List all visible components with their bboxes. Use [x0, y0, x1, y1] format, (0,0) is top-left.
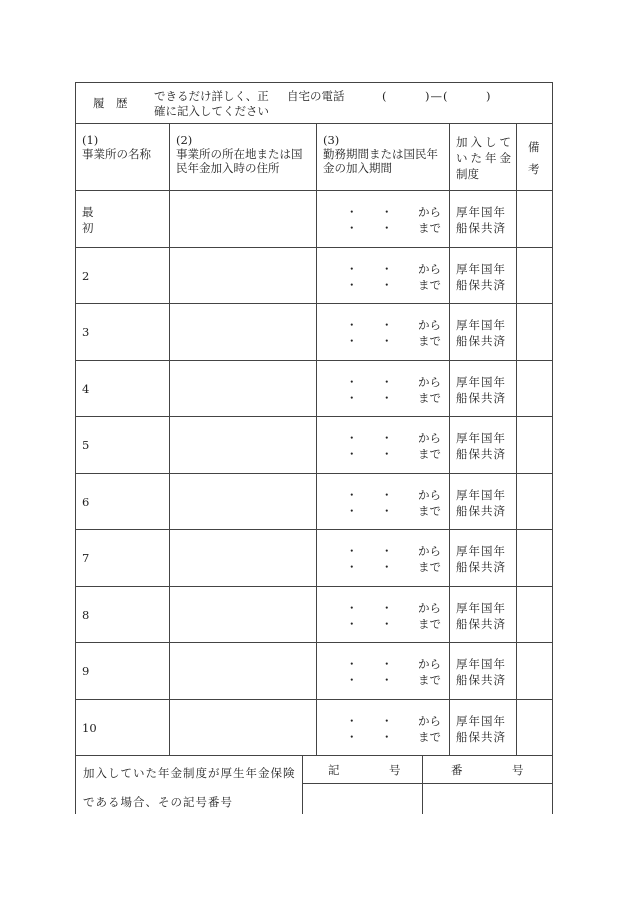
system-options[interactable]: 船保共済 [456, 221, 506, 235]
system-options[interactable]: 厚年国年 [456, 374, 506, 389]
date-dot: ・ [346, 657, 358, 671]
system-options[interactable]: 船保共済 [456, 673, 506, 687]
address-cell[interactable] [170, 474, 315, 529]
system-options[interactable]: 船保共済 [456, 390, 506, 405]
period-to: まで [418, 729, 441, 744]
period-to: まで [418, 560, 441, 574]
date-dot: ・ [381, 729, 393, 744]
border [552, 82, 553, 814]
date-dot: ・ [381, 334, 393, 348]
border [75, 123, 553, 124]
date-dot: ・ [381, 673, 393, 687]
date-dot: ・ [381, 221, 393, 235]
period-to: まで [418, 616, 441, 631]
date-dot: ・ [346, 673, 358, 687]
col-header-period: 金の加入期間 [323, 161, 392, 175]
address-cell[interactable] [170, 530, 315, 585]
system-options[interactable]: 厚年国年 [456, 600, 506, 615]
date-dot: ・ [346, 334, 358, 348]
date-dot: ・ [346, 616, 358, 631]
row-label: 8 [82, 607, 90, 622]
date-dot: ・ [381, 544, 393, 558]
date-dot: ・ [381, 616, 393, 631]
symbol-header: 記 [328, 763, 340, 777]
col-num: (2) [176, 133, 193, 147]
system-options[interactable]: 船保共済 [456, 503, 506, 518]
period-from: から [418, 261, 441, 276]
instruction: できるだけ詳しく、正 [154, 89, 269, 103]
footer-question: である場合、その記号番号 [83, 795, 233, 809]
system-options[interactable]: 厚年国年 [456, 713, 506, 728]
date-dot: ・ [346, 560, 358, 574]
period-from: から [418, 374, 441, 389]
system-options[interactable]: 船保共済 [456, 616, 506, 631]
address-cell[interactable] [170, 248, 315, 303]
date-dot: ・ [381, 503, 393, 518]
border [449, 123, 450, 755]
date-dot: ・ [381, 713, 393, 728]
date-dot: ・ [346, 600, 358, 615]
address-cell[interactable] [170, 417, 315, 472]
period-from: から [418, 205, 441, 219]
date-dot: ・ [346, 487, 358, 502]
row-label: 4 [82, 381, 90, 396]
system-options[interactable]: 厚年国年 [456, 544, 506, 558]
border [75, 755, 553, 756]
system-options[interactable]: 船保共済 [456, 277, 506, 292]
date-dot: ・ [346, 713, 358, 728]
border [75, 82, 553, 83]
date-dot: ・ [346, 390, 358, 405]
system-options[interactable]: 厚年国年 [456, 261, 506, 276]
symbol-input[interactable] [303, 784, 422, 814]
period-from: から [418, 318, 441, 332]
border [316, 123, 317, 755]
row-label: 10 [82, 720, 97, 735]
date-dot: ・ [346, 261, 358, 276]
system-options[interactable]: 厚年国年 [456, 205, 506, 219]
col-header-period: 勤務期間または国民年 [323, 147, 438, 161]
date-dot: ・ [381, 374, 393, 389]
remarks-cell[interactable] [517, 700, 552, 755]
date-dot: ・ [346, 544, 358, 558]
row-label: 3 [82, 325, 90, 339]
address-cell[interactable] [170, 191, 315, 246]
date-dot: ・ [346, 221, 358, 235]
date-dot: ・ [381, 447, 393, 461]
border [75, 82, 76, 814]
row-label: 9 [82, 664, 90, 678]
phone-field[interactable]: ( )—( ) [382, 89, 492, 103]
period-to: まで [418, 447, 441, 461]
date-dot: ・ [346, 277, 358, 292]
remarks-cell[interactable] [517, 530, 552, 585]
symbol-header: 号 [389, 763, 401, 777]
period-to: まで [418, 390, 441, 405]
col-header-system: 制度 [456, 167, 479, 181]
row-label: 7 [82, 551, 90, 565]
date-dot: ・ [346, 447, 358, 461]
col-num: (1) [82, 133, 99, 147]
system-options[interactable]: 船保共済 [456, 334, 506, 348]
number-input[interactable] [423, 784, 552, 814]
row-label: 6 [82, 494, 90, 509]
date-dot: ・ [346, 503, 358, 518]
period-from: から [418, 487, 441, 502]
date-dot: ・ [381, 205, 393, 219]
address-cell[interactable] [170, 587, 315, 642]
period-from: から [418, 713, 441, 728]
system-options[interactable]: 船保共済 [456, 560, 506, 574]
date-dot: ・ [381, 390, 393, 405]
system-options[interactable]: 厚年国年 [456, 487, 506, 502]
row-label: 5 [82, 438, 90, 452]
period-to: まで [418, 673, 441, 687]
remarks-cell[interactable] [517, 643, 552, 698]
period-to: まで [418, 277, 441, 292]
footer-question: 加入していた年金制度が厚生年金保険 [83, 766, 296, 780]
number-header: 番 [451, 763, 463, 777]
period-to: まで [418, 334, 441, 348]
remarks-cell[interactable] [517, 191, 552, 246]
col-header-address: 事業所の所在地または国 [176, 147, 303, 161]
date-dot: ・ [381, 487, 393, 502]
date-dot: ・ [346, 318, 358, 332]
address-cell[interactable] [170, 304, 315, 359]
date-dot: ・ [381, 431, 393, 445]
period-to: まで [418, 221, 441, 235]
date-dot: ・ [346, 374, 358, 389]
address-cell[interactable] [170, 700, 315, 755]
system-options[interactable]: 厚年国年 [456, 657, 506, 671]
row-label: 最 [82, 205, 94, 219]
period-from: から [418, 544, 441, 558]
date-dot: ・ [346, 431, 358, 445]
remarks-cell[interactable] [517, 474, 552, 529]
remarks-cell[interactable] [517, 248, 552, 303]
date-dot: ・ [381, 560, 393, 574]
system-options[interactable]: 船保共済 [456, 729, 506, 744]
date-dot: ・ [381, 600, 393, 615]
date-dot: ・ [381, 277, 393, 292]
col-header-system: 加入して [456, 135, 514, 149]
period-to: まで [418, 503, 441, 518]
col-header-system: いた年金 [456, 151, 514, 165]
system-options[interactable]: 厚年国年 [456, 318, 506, 332]
col-header-remarks: 備 [528, 140, 540, 154]
form-title: 履 歴 [93, 96, 128, 110]
date-dot: ・ [381, 657, 393, 671]
number-header: 号 [512, 763, 524, 777]
address-cell[interactable] [170, 361, 315, 416]
col-num: (3) [323, 133, 340, 147]
remarks-cell[interactable] [517, 304, 552, 359]
date-dot: ・ [381, 261, 393, 276]
row-label: 2 [82, 268, 90, 283]
col-header-remarks: 考 [528, 162, 540, 176]
remarks-cell[interactable] [517, 417, 552, 472]
system-options[interactable]: 船保共済 [456, 447, 506, 461]
row-label: 初 [82, 221, 94, 235]
address-cell[interactable] [170, 643, 315, 698]
remarks-cell[interactable] [517, 361, 552, 416]
period-from: から [418, 657, 441, 671]
date-dot: ・ [346, 205, 358, 219]
instruction: 確に記入してください [154, 104, 269, 118]
remarks-cell[interactable] [517, 587, 552, 642]
col-header-name: 事業所の名称 [82, 147, 151, 161]
period-from: から [418, 600, 441, 615]
date-dot: ・ [381, 318, 393, 332]
col-header-address: 民年金加入時の住所 [176, 161, 280, 175]
phone-label: 自宅の電話 [287, 89, 345, 103]
date-dot: ・ [346, 729, 358, 744]
period-from: から [418, 431, 441, 445]
system-options[interactable]: 厚年国年 [456, 431, 506, 445]
